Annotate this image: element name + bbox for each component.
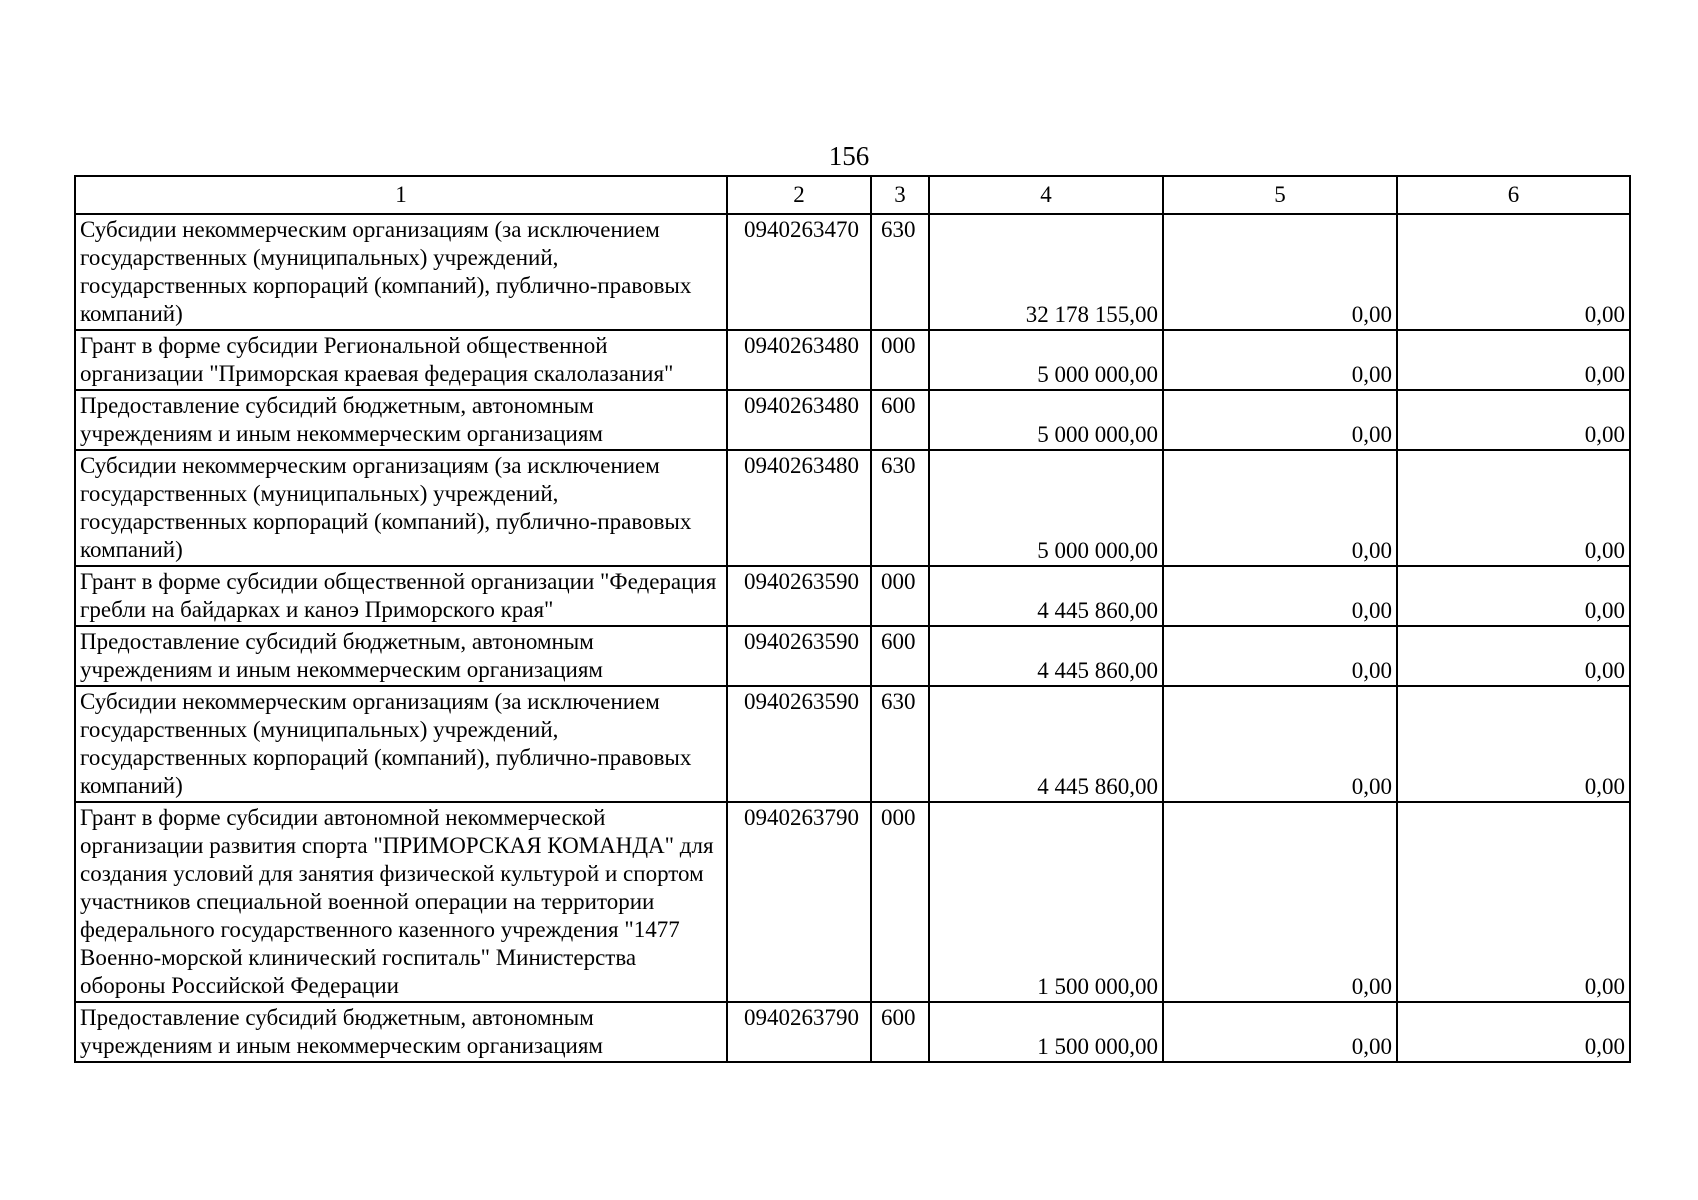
amount-col-4: 4 445 860,00 <box>929 566 1163 626</box>
amount-col-6: 0,00 <box>1397 214 1630 330</box>
amount-col-4: 32 178 155,00 <box>929 214 1163 330</box>
table-row <box>75 1002 1630 1062</box>
target-code: 0940263480 <box>727 330 871 390</box>
amount-col-5: 0,00 <box>1163 390 1397 450</box>
item-name: Субсидии некоммерческим организациям (за исключением государственных (муниципальных) учреждений, государственных корпораций (компаний), публично-правовых компаний) <box>75 450 727 566</box>
expense-type-code: 630 <box>871 214 929 330</box>
amount-col-5: 0,00 <box>1163 214 1397 330</box>
expense-type-code: 000 <box>871 566 929 626</box>
expense-type-code: 000 <box>871 330 929 390</box>
column-header: 2 <box>727 176 871 214</box>
amount-col-4: 1 500 000,00 <box>929 802 1163 1002</box>
amount-col-6: 0,00 <box>1397 390 1630 450</box>
target-code: 0940263790 <box>727 1002 871 1062</box>
expense-type-code: 630 <box>871 686 929 802</box>
item-name: Грант в форме субсидии автономной некоммерческой организации развития спорта "ПРИМОРСКАЯ КОМАНДА" для создания условий для занятия физической культурой и спортом участников специальной военной операции на территории федерального государственного казенного учреждения "1477 Военно-морской клинический госпиталь" Министерства обороны Российской Федерации <box>75 802 727 1002</box>
target-code: 0940263590 <box>727 566 871 626</box>
target-code: 0940263590 <box>727 686 871 802</box>
amount-col-6: 0,00 <box>1397 626 1630 686</box>
table-row <box>75 214 1630 330</box>
amount-col-6: 0,00 <box>1397 1002 1630 1062</box>
table-row <box>75 686 1630 802</box>
page-number: 156 <box>828 141 870 171</box>
amount-col-6: 0,00 <box>1397 686 1630 802</box>
expense-type-code: 000 <box>871 802 929 1002</box>
column-header: 6 <box>1397 176 1630 214</box>
column-header: 3 <box>871 176 929 214</box>
amount-col-4: 5 000 000,00 <box>929 390 1163 450</box>
amount-col-4: 5 000 000,00 <box>929 450 1163 566</box>
expense-type-code: 600 <box>871 1002 929 1062</box>
budget-table <box>74 175 1631 1063</box>
target-code: 0940263480 <box>727 390 871 450</box>
table-row <box>75 330 1630 390</box>
item-name: Субсидии некоммерческим организациям (за исключением государственных (муниципальных) учреждений, государственных корпораций (компаний), публично-правовых компаний) <box>75 214 727 330</box>
item-name: Грант в форме субсидии Региональной общественной организации "Приморская краевая федерация скалолазания" <box>75 330 727 390</box>
item-name: Предоставление субсидий бюджетным, автономным учреждениям и иным некоммерческим организациям <box>75 390 727 450</box>
item-name: Предоставление субсидий бюджетным, автономным учреждениям и иным некоммерческим организациям <box>75 1002 727 1062</box>
table-row <box>75 450 1630 566</box>
target-code: 0940263790 <box>727 802 871 1002</box>
amount-col-5: 0,00 <box>1163 626 1397 686</box>
item-name: Предоставление субсидий бюджетным, автономным учреждениям и иным некоммерческим организациям <box>75 626 727 686</box>
amount-col-4: 5 000 000,00 <box>929 330 1163 390</box>
amount-col-5: 0,00 <box>1163 802 1397 1002</box>
amount-col-5: 0,00 <box>1163 450 1397 566</box>
expense-type-code: 600 <box>871 626 929 686</box>
expense-type-code: 630 <box>871 450 929 566</box>
amount-col-4: 4 445 860,00 <box>929 626 1163 686</box>
column-header: 1 <box>75 176 727 214</box>
item-name: Грант в форме субсидии общественной организации "Федерация гребли на байдарках и каноэ Приморского края" <box>75 566 727 626</box>
amount-col-6: 0,00 <box>1397 330 1630 390</box>
amount-col-6: 0,00 <box>1397 802 1630 1002</box>
table-row <box>75 626 1630 686</box>
table-row <box>75 566 1630 626</box>
amount-col-5: 0,00 <box>1163 566 1397 626</box>
amount-col-5: 0,00 <box>1163 1002 1397 1062</box>
amount-col-6: 0,00 <box>1397 566 1630 626</box>
amount-col-6: 0,00 <box>1397 450 1630 566</box>
target-code: 0940263590 <box>727 626 871 686</box>
column-header: 4 <box>929 176 1163 214</box>
amount-col-4: 4 445 860,00 <box>929 686 1163 802</box>
table-row <box>75 390 1630 450</box>
target-code: 0940263470 <box>727 214 871 330</box>
header-row <box>75 176 1630 214</box>
target-code: 0940263480 <box>727 450 871 566</box>
item-name: Субсидии некоммерческим организациям (за исключением государственных (муниципальных) учреждений, государственных корпораций (компаний), публично-правовых компаний) <box>75 686 727 802</box>
amount-col-5: 0,00 <box>1163 330 1397 390</box>
expense-type-code: 600 <box>871 390 929 450</box>
amount-col-5: 0,00 <box>1163 686 1397 802</box>
column-header: 5 <box>1163 176 1397 214</box>
amount-col-4: 1 500 000,00 <box>929 1002 1163 1062</box>
table-row <box>75 802 1630 1002</box>
